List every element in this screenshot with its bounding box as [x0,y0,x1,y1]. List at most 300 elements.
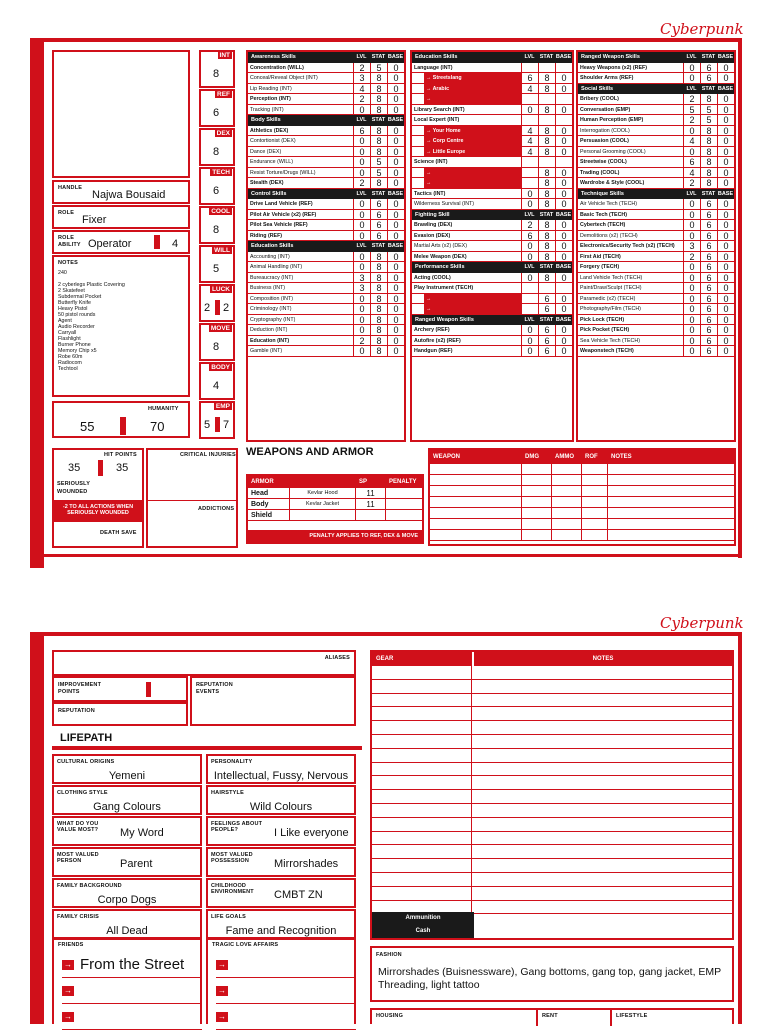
skill-value[interactable]: 0 [387,315,404,325]
skill-row[interactable] [578,105,734,116]
skill-row[interactable] [412,304,572,315]
skill-value[interactable]: 8 [538,105,555,115]
skill-value[interactable]: 4 [521,84,538,94]
skill-value[interactable]: 4 [353,84,370,94]
skill-row[interactable] [248,147,404,158]
skill-value[interactable]: 6 [700,220,717,230]
skill-value[interactable]: 0 [683,73,700,83]
skill-value[interactable]: 8 [370,346,387,356]
love-row[interactable] [216,952,356,978]
skill-value[interactable]: 0 [521,199,538,209]
skill-value[interactable]: 6 [700,241,717,251]
skill-value[interactable]: 0 [717,220,734,230]
weapon-row[interactable] [430,497,734,508]
skill-value[interactable]: 6 [700,294,717,304]
skill-value[interactable]: 0 [521,252,538,262]
skill-value[interactable]: 6 [700,304,717,314]
gear-row[interactable] [372,832,732,846]
skill-row[interactable] [412,346,572,357]
skill-value[interactable]: 0 [387,220,404,230]
gear-row[interactable] [372,721,732,735]
skill-row[interactable] [578,126,734,137]
skill-value[interactable]: 0 [683,199,700,209]
weapon-cell[interactable] [552,497,582,507]
stat-tech[interactable] [199,167,235,205]
skill-value[interactable]: 8 [538,126,555,136]
reputation-events-field[interactable] [190,676,356,726]
skill-value[interactable]: 0 [717,336,734,346]
weapon-notes-cell[interactable] [608,464,734,474]
skill-value[interactable]: 8 [538,178,555,188]
gear-row[interactable] [372,776,732,790]
skill-value[interactable]: 8 [370,94,387,104]
weapon-notes-cell[interactable] [608,530,734,540]
skill-value[interactable]: 5 [370,157,387,167]
skill-value[interactable]: 0 [353,136,370,146]
skill-value[interactable]: 0 [387,157,404,167]
stat-emp[interactable] [199,401,235,439]
skill-row[interactable] [578,136,734,147]
skill-value[interactable]: 0 [683,63,700,73]
skill-value[interactable]: 3 [353,273,370,283]
skill-value[interactable]: 2 [521,220,538,230]
skill-row[interactable] [248,199,404,210]
gear-cell[interactable] [372,763,472,776]
skill-row[interactable] [412,294,572,305]
skill-value[interactable]: 5 [700,115,717,125]
lifepath-childhood[interactable] [206,878,356,908]
friend-row[interactable] [62,978,202,1004]
skill-value[interactable]: 0 [555,294,572,304]
lifepath-cultural-origins[interactable] [52,754,202,784]
gear-cell[interactable] [372,818,472,831]
skill-row[interactable] [412,157,572,168]
skill-row[interactable] [248,336,404,347]
skill-value[interactable]: 6 [353,126,370,136]
skill-value[interactable]: 0 [387,126,404,136]
skill-row[interactable] [412,168,572,179]
skill-value[interactable]: 0 [717,178,734,188]
skill-value[interactable]: 6 [370,220,387,230]
skill-value[interactable]: 0 [387,304,404,314]
gear-cell[interactable] [372,721,472,734]
skill-value[interactable]: 0 [387,231,404,241]
gear-cell[interactable] [372,804,472,817]
skill-value[interactable]: 0 [521,273,538,283]
weapon-cell[interactable] [552,486,582,496]
skill-value[interactable]: 6 [521,73,538,83]
skill-value[interactable] [555,115,572,125]
gear-row[interactable] [372,763,732,777]
skill-row[interactable] [412,178,572,189]
skill-value[interactable]: 0 [555,126,572,136]
skill-value[interactable]: 0 [717,304,734,314]
skill-value[interactable]: 0 [521,105,538,115]
skill-value[interactable]: 8 [700,126,717,136]
skill-row[interactable] [578,220,734,231]
skill-row[interactable] [578,157,734,168]
skill-value[interactable]: 6 [538,294,555,304]
skill-row[interactable] [412,199,572,210]
skill-value[interactable]: 0 [683,325,700,335]
skill-value[interactable]: 8 [370,147,387,157]
skill-value[interactable]: 6 [538,304,555,314]
skill-value[interactable]: 0 [555,178,572,188]
skill-value[interactable]: 0 [717,136,734,146]
skill-row[interactable] [578,210,734,221]
skill-value[interactable]: 0 [387,199,404,209]
weapon-row[interactable] [430,475,734,486]
lifepath-family[interactable] [52,878,202,908]
skill-value[interactable]: 0 [387,210,404,220]
gear-cell[interactable] [372,666,472,679]
gear-row[interactable] [372,666,732,680]
skill-row[interactable] [578,315,734,326]
skill-row[interactable] [578,304,734,315]
skill-value[interactable] [521,115,538,125]
skill-row[interactable] [578,199,734,210]
skill-value[interactable]: 0 [683,210,700,220]
skill-value[interactable]: 0 [555,304,572,314]
lifepath-goals[interactable] [206,909,356,939]
gear-cell[interactable] [372,707,472,720]
weapon-cell[interactable] [430,475,522,485]
weapon-cell[interactable] [522,530,552,540]
skill-value[interactable]: 2 [683,115,700,125]
armor-penalty[interactable] [386,510,422,520]
skill-value[interactable]: 0 [717,63,734,73]
skill-value[interactable]: 0 [555,199,572,209]
skill-value[interactable]: 0 [353,105,370,115]
skill-row[interactable] [248,283,404,294]
weapon-cell[interactable] [522,486,552,496]
skill-row[interactable] [412,147,572,158]
skill-value[interactable]: 6 [521,231,538,241]
weapon-row[interactable] [430,464,734,475]
gear-row[interactable] [372,873,732,887]
skill-value[interactable]: 6 [700,252,717,262]
skill-value[interactable]: 0 [353,231,370,241]
skill-value[interactable]: 0 [717,94,734,104]
skill-row[interactable] [412,105,572,116]
skill-value[interactable]: 0 [387,262,404,272]
skill-row[interactable] [412,325,572,336]
skill-value[interactable]: 2 [683,94,700,104]
gear-cell[interactable] [372,790,472,803]
stat-dex[interactable] [199,128,235,166]
weapon-cell[interactable] [582,486,608,496]
weapon-cell[interactable] [552,464,582,474]
skill-value[interactable]: 2 [683,178,700,188]
notes-field[interactable] [52,255,190,397]
gear-cell[interactable] [372,680,472,693]
skill-value[interactable]: 4 [521,147,538,157]
skill-value[interactable]: 2 [353,178,370,188]
skill-row[interactable] [578,168,734,179]
skill-value[interactable]: 8 [370,315,387,325]
skill-value[interactable]: 0 [683,294,700,304]
love-row[interactable] [216,1004,356,1030]
skill-value[interactable] [521,294,538,304]
skill-value[interactable]: 0 [555,273,572,283]
skill-value[interactable]: 5 [370,168,387,178]
skill-value[interactable]: 0 [683,273,700,283]
armor-item[interactable]: Kevlar Jacket [290,499,356,509]
skill-value[interactable]: 5 [370,63,387,73]
skill-value[interactable]: 8 [700,157,717,167]
lifepath-hairstyle[interactable] [206,785,356,815]
skill-row[interactable] [578,346,734,357]
humanity-field[interactable] [52,401,190,438]
stat-will[interactable] [199,245,235,283]
skill-row[interactable] [578,63,734,74]
skill-value[interactable]: 8 [370,126,387,136]
skill-value[interactable]: 0 [353,304,370,314]
skill-value[interactable]: 0 [555,241,572,251]
gear-cell[interactable] [372,694,472,707]
skill-value[interactable]: 0 [717,210,734,220]
skill-value[interactable]: 0 [683,220,700,230]
skill-row[interactable] [412,73,572,84]
skill-value[interactable]: 0 [683,346,700,356]
skill-value[interactable]: 0 [521,189,538,199]
skill-value[interactable]: 0 [521,346,538,356]
skill-value[interactable]: 0 [387,105,404,115]
skill-value[interactable]: 0 [387,84,404,94]
skill-value[interactable]: 6 [370,231,387,241]
skill-value[interactable]: 8 [700,178,717,188]
skill-value[interactable]: 0 [387,178,404,188]
gear-row[interactable] [372,887,732,901]
skill-value[interactable]: 6 [700,210,717,220]
skill-value[interactable]: 0 [555,346,572,356]
skill-row[interactable] [578,94,734,105]
skill-value[interactable]: 8 [538,84,555,94]
skill-value[interactable] [538,157,555,167]
skill-value[interactable]: 4 [683,136,700,146]
weapon-notes-cell[interactable] [608,497,734,507]
skill-row[interactable] [412,220,572,231]
skill-value[interactable] [538,63,555,73]
skill-row[interactable] [578,325,734,336]
lifepath-mv-person[interactable] [52,847,202,877]
skill-value[interactable]: 0 [387,136,404,146]
skill-row[interactable] [248,105,404,116]
skill-row[interactable] [578,283,734,294]
skill-value[interactable]: 8 [700,168,717,178]
weapon-cell[interactable] [582,475,608,485]
skill-value[interactable]: 0 [683,315,700,325]
skill-value[interactable]: 8 [370,252,387,262]
skill-row[interactable] [248,178,404,189]
skill-value[interactable]: 0 [717,252,734,262]
weapon-cell[interactable] [430,497,522,507]
skill-value[interactable]: 0 [521,336,538,346]
stat-ref[interactable] [199,89,235,127]
skill-value[interactable]: 0 [555,168,572,178]
gear-cell[interactable] [372,776,472,789]
skill-row[interactable] [578,336,734,347]
skill-value[interactable]: 0 [555,336,572,346]
stat-move[interactable] [199,323,235,361]
armor-item[interactable]: Kevlar Hood [290,488,356,498]
friend-row[interactable] [62,952,202,978]
skill-value[interactable]: 2 [353,63,370,73]
skill-value[interactable]: 6 [700,73,717,83]
lifepath-clothing[interactable] [52,785,202,815]
skill-row[interactable] [248,63,404,74]
skill-row[interactable] [578,252,734,263]
gear-row[interactable] [372,818,732,832]
lifepath-mv-possession[interactable] [206,847,356,877]
skill-row[interactable] [412,189,572,200]
portrait-box[interactable] [52,50,190,178]
weapon-cell[interactable] [430,464,522,474]
weapon-notes-cell[interactable] [608,519,734,529]
skill-value[interactable]: 0 [555,105,572,115]
skill-row[interactable] [248,262,404,273]
weapon-cell[interactable] [582,508,608,518]
skill-value[interactable]: 0 [717,126,734,136]
skill-value[interactable]: 0 [387,283,404,293]
skill-value[interactable]: 0 [555,73,572,83]
skill-value[interactable]: 0 [521,325,538,335]
skill-value[interactable]: 6 [370,210,387,220]
skill-row[interactable] [248,210,404,221]
stat-int[interactable] [199,50,235,88]
hp-value[interactable]: 35 [116,462,129,474]
skill-value[interactable]: 8 [538,168,555,178]
skill-value[interactable]: 0 [353,147,370,157]
skill-row[interactable] [248,315,404,326]
skill-value[interactable]: 8 [700,136,717,146]
skill-value[interactable]: 4 [521,136,538,146]
gear-cell[interactable] [372,887,472,900]
skill-row[interactable] [578,73,734,84]
skill-value[interactable]: 0 [387,147,404,157]
skill-value[interactable]: 0 [555,220,572,230]
skill-row[interactable] [248,325,404,336]
skill-value[interactable]: 8 [538,273,555,283]
skill-value[interactable]: 6 [700,231,717,241]
skill-value[interactable]: 0 [717,231,734,241]
skill-value[interactable]: 8 [700,94,717,104]
gear-cell[interactable] [372,832,472,845]
skill-value[interactable]: 8 [370,273,387,283]
skill-row[interactable] [412,94,572,105]
skill-value[interactable]: 8 [370,325,387,335]
skill-value[interactable]: 8 [370,105,387,115]
skill-row[interactable] [578,294,734,305]
gear-row[interactable] [372,694,732,708]
skill-value[interactable]: 8 [370,304,387,314]
weapon-cell[interactable] [430,519,522,529]
skill-value[interactable]: 8 [370,336,387,346]
armor-penalty[interactable] [386,499,422,509]
skill-value[interactable]: 8 [538,147,555,157]
weapon-cell[interactable] [522,508,552,518]
skill-value[interactable] [555,283,572,293]
skill-row[interactable] [412,231,572,242]
skill-value[interactable]: 0 [387,346,404,356]
skill-value[interactable]: 0 [555,136,572,146]
skill-value[interactable] [555,63,572,73]
skill-value[interactable]: 6 [700,199,717,209]
skill-row[interactable] [412,241,572,252]
skill-value[interactable]: 0 [717,241,734,251]
gear-row[interactable] [372,845,732,859]
skill-value[interactable] [521,157,538,167]
skill-value[interactable]: 0 [717,262,734,272]
skill-value[interactable]: 8 [538,252,555,262]
weapon-notes-cell[interactable] [608,508,734,518]
skill-row[interactable] [412,63,572,74]
handle-field[interactable] [52,180,190,204]
skill-row[interactable] [248,136,404,147]
skill-row[interactable] [578,241,734,252]
skill-value[interactable]: 0 [683,283,700,293]
skill-value[interactable]: 8 [370,136,387,146]
skill-value[interactable]: 6 [700,273,717,283]
skill-row[interactable] [248,168,404,179]
skill-value[interactable] [521,304,538,314]
gear-row[interactable] [372,735,732,749]
skill-value[interactable] [555,94,572,104]
armor-sp[interactable]: 11 [356,499,386,509]
skill-value[interactable]: 3 [353,73,370,83]
skill-value[interactable] [521,178,538,188]
skill-value[interactable]: 8 [538,231,555,241]
skill-value[interactable]: 0 [387,252,404,262]
stat-body[interactable] [199,362,235,400]
skill-value[interactable]: 6 [700,283,717,293]
injuries-box[interactable] [146,448,238,548]
skill-value[interactable]: 0 [683,304,700,314]
skill-value[interactable]: 0 [717,199,734,209]
skill-value[interactable]: 6 [683,157,700,167]
skill-value[interactable]: 0 [387,94,404,104]
gear-row[interactable] [372,707,732,721]
skill-value[interactable] [538,115,555,125]
skill-value[interactable]: 2 [683,252,700,262]
fashion-field[interactable] [370,946,734,1002]
skill-value[interactable]: 3 [683,241,700,251]
skill-value[interactable]: 8 [538,199,555,209]
skill-row[interactable] [578,178,734,189]
weapon-cell[interactable] [430,508,522,518]
skill-row[interactable] [412,252,572,263]
skill-value[interactable]: 0 [353,346,370,356]
skill-value[interactable]: 0 [683,147,700,157]
gear-cell[interactable] [372,873,472,886]
skill-value[interactable]: 0 [717,168,734,178]
skill-row[interactable] [578,147,734,158]
skill-value[interactable]: 0 [555,252,572,262]
weapon-row[interactable] [430,486,734,497]
weapon-cell[interactable] [522,464,552,474]
skill-value[interactable]: 0 [555,231,572,241]
skill-value[interactable]: 8 [370,178,387,188]
skill-row[interactable] [248,304,404,315]
skill-value[interactable]: 0 [683,231,700,241]
gear-row[interactable] [372,859,732,873]
skill-value[interactable]: 0 [387,325,404,335]
skill-row[interactable] [412,126,572,137]
skill-value[interactable]: 8 [370,283,387,293]
skill-value[interactable] [538,94,555,104]
skill-value[interactable]: 6 [538,336,555,346]
skill-value[interactable]: 8 [370,84,387,94]
